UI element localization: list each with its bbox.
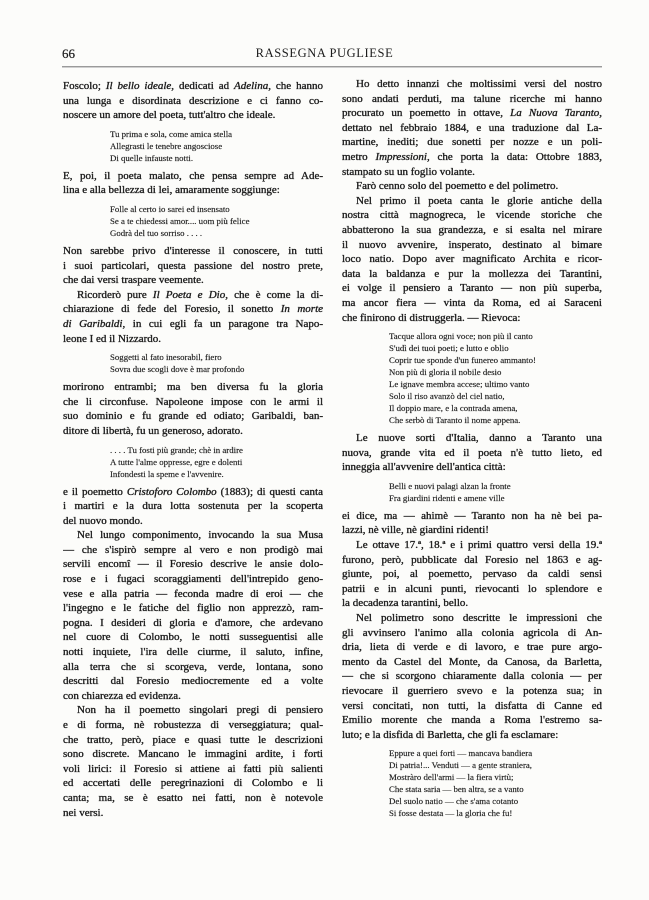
text-line: e di forma, nè robustezza di verseggiatura; qual- (63, 719, 323, 731)
paragraph (342, 77, 602, 179)
verse-line: Eppure a quei forti — mancava bandiera (389, 748, 533, 759)
text-line (63, 79, 323, 94)
paragraph (63, 244, 323, 288)
text-line: suo dominio e fu grande ed odiato; Garibaldi, ban- (63, 410, 323, 423)
verse-line: . . . . Tu fosti più grande; chè in ardire (110, 444, 243, 455)
paragraph (63, 528, 323, 703)
verse-line: Di patria!... Venduti — a gente straniera, (389, 760, 532, 771)
text-line: leone I ed il Nizzardo. (63, 332, 162, 345)
text-line: con chiarezza ed evidenza. (63, 689, 181, 702)
text-line: morirono entrambi; ma ben diversa fu la gloria (63, 381, 323, 394)
text-line (342, 106, 602, 121)
paragraph (342, 431, 602, 475)
text-line: dria, lieta di verde e di lavoro, e trae pure argo- (342, 641, 602, 654)
verse-line: Tacque allora ogni voce; non più il canto (389, 331, 533, 342)
verse-line: Si fosse destata — la gloria che fu! (389, 808, 513, 819)
text-line (63, 288, 323, 303)
text-segment: , (599, 107, 602, 120)
text-segment: , che è come la di- (225, 288, 323, 301)
text-line: descritti dal Foresio mediocremente ed a volte (63, 675, 323, 688)
text-line: loco natio. Dopo aver magnificato Archita e ricor- (342, 253, 602, 266)
text-line: — che si scorgono chiaramente dalla colonia — per (342, 670, 602, 683)
text-line: che li circonfuse. Napoleone impose con le armi il (63, 395, 323, 408)
left-column (63, 79, 323, 820)
text-line: lina e alla bellezza di lei, amaramente soggiunge: (63, 184, 280, 197)
text-line: E, poi, il poeta malato, che pensa sempre ad Ade- (63, 169, 323, 182)
text-line: i martiri e la dura lotta sostenuta per la scoperta (63, 500, 323, 513)
verse-line: Del suolo natio — che s'ama cotanto (389, 796, 519, 807)
verse-line: Di quelle infauste notti. (110, 152, 194, 163)
text-line: patrii e in alcuni punti, rievocanti lo splendore e (342, 582, 602, 595)
right-column (342, 77, 602, 824)
verse-quotation (389, 480, 602, 504)
text-segment: (1883); di questi canta (216, 485, 323, 498)
italic-title: La Nuova Taranto (510, 107, 600, 120)
text-line: lazzi, nè ville, nè giardini ridenti! (342, 524, 489, 537)
verse-line: Folle al certo io sarei ed insensato (110, 203, 230, 214)
text-line: che finirono di distruggerla. — Rievoca: (342, 311, 521, 324)
text-line: gli avvinsero l'animo alla colonia agricola di An- (342, 626, 602, 639)
text-line: Nel polimetro sono descritte le impressioni che (356, 612, 602, 625)
text-line: servili encomî — il Foresio descrive le ansie dolo- (63, 558, 323, 571)
running-title: RASSEGNA PUGLIESE (255, 46, 394, 60)
verse-line: S'udì dei tuoi poeti; e lutto e oblio (389, 343, 509, 354)
verse-line: Mostràro dell'armi — la fiera virtù; (389, 772, 514, 783)
page-number: 66 (62, 46, 75, 61)
verse-line: Se a te chiedessi amor.... uom più felice (110, 215, 250, 226)
text-line: martine, inediti; due sonetti per nozze e un poli- (342, 136, 602, 149)
text-line: luto; e la disfida di Barletta, che gli fa esclamare: (342, 728, 559, 741)
text-line: una lunga e disordinata descrizione e ci fanno co- (63, 94, 323, 107)
verse-line: Fra giardini ridenti e amene ville (389, 492, 505, 503)
verse-quotation (389, 747, 602, 819)
text-line (63, 485, 323, 500)
text-line: ditore di libertà, fu un generoso, adorato. (63, 424, 243, 437)
verse-line: Sovra due scogli dove è mar profondo (110, 364, 245, 375)
text-segment: Ricorderò pure (77, 288, 153, 301)
verse-quotation (110, 444, 323, 480)
text-line: rose e i fugaci scoraggiamenti dell'intrepido geno- (63, 573, 323, 586)
text-line: Nel lungo componimento, invocando la sua Musa (77, 529, 323, 542)
paragraph (63, 169, 323, 198)
text-line: nostra città magnogreca, le vicende storiche che (342, 209, 602, 222)
paragraph (63, 703, 323, 820)
verse-quotation (389, 330, 602, 426)
text-line: vese e alla patria — feconda madre di eroi — che (63, 587, 323, 600)
text-line: nuova, grande vita ed il poeta n'è tutto lieto, ed (342, 446, 602, 459)
verse-line: A tutte l'alme oppresse, egre e dolenti (110, 456, 243, 467)
text-line: che tratto, però, piace e quasi tutte le descrizioni (63, 733, 323, 746)
verse-line: Belli e nuovi palagi alzan la fronte (389, 480, 511, 491)
text-line: ma ancor fiera — vinta da Roma, ed ai Saraceni (342, 296, 602, 309)
text-line: Non sarebbe privo d'interesse il conoscere, in tutti (63, 244, 323, 257)
paragraph (63, 485, 323, 529)
verse-line: Le ignave membra accese; ultimo vanto (389, 379, 530, 390)
text-line: data la baldanza e pur la mollezza dei Tarantini, (342, 267, 602, 280)
text-line: l'ingegno e le fatiche del figlio non apprezzò, ram- (63, 602, 323, 615)
text-line: pogna. I desideri di gloria e d'amore, che ardevano (63, 616, 323, 629)
verse-line: Godrà del tuo sorriso . . . . (110, 227, 203, 238)
text-segment: , che hanno (268, 80, 323, 92)
paragraph (63, 288, 323, 346)
italic-title: Impressioni (375, 150, 427, 163)
verse-line: Che stata saria — ben altra, se a vanto (389, 784, 524, 795)
verse-quotation (110, 351, 323, 375)
text-line: canta; ma, se è esatto nei fatti, non è notevole (63, 791, 323, 804)
verse-quotation (110, 203, 323, 239)
text-line: notti inquiete, l'ira delle ciurme, il saluto, infine, (63, 646, 323, 659)
text-line: sono discrete. Mancano le immagini ardite, i forti (63, 748, 323, 761)
text-line (342, 150, 602, 165)
text-line (63, 317, 323, 332)
text-line (63, 302, 323, 317)
italic-title: Adelina (234, 80, 269, 92)
text-line: — che s'ispirò sempre al vero e non prodigò mai (63, 543, 323, 556)
header-rule (62, 66, 602, 68)
text-line: la decadenza tarantini, bello. (342, 597, 469, 610)
text-line: abbatterono la sua grandezza, e si esalta nel mirare (342, 223, 602, 236)
verse-line: Non più di gloria il nobile desio (389, 367, 502, 378)
text-line: sono andati perduti, ma talune ricerche mi hanno (342, 92, 602, 105)
text-line: noscere un amore del poeta, tutt'altro che ideale. (63, 109, 276, 122)
text-line: Nel primo il poeta canta le glorie antiche della (356, 194, 602, 207)
text-segment: Foscolo; (63, 80, 106, 92)
verse-line: Allegrasti le tenebre angosciose (110, 140, 223, 151)
paragraph (342, 538, 602, 611)
text-line: i suoi particolari, questa passione del nostro prete, (63, 259, 323, 272)
text-line: stampato su un foglio volante. (342, 165, 475, 178)
text-line: ei dice, ma — ahimè — Taranto non ha nè bei pa- (342, 509, 602, 522)
text-line: Emilio morente che manda a Roma l'estremo sa- (342, 714, 602, 727)
text-segment: chiarazione di fede del Foresio, il sonetto (63, 303, 281, 316)
text-line: che dai versi traspare veemente. (63, 274, 204, 287)
text-line: il nuovo avvenire, insperato, destinato al bimare (342, 238, 602, 251)
text-line: Le ottave 17.ª, 18.ª e i primi quattro versi della 19.ª (356, 539, 602, 552)
italic-title: Cristoforo Colombo (126, 485, 217, 498)
text-line: ed accertati delle peregrinazioni di Colombo e li (63, 777, 323, 790)
paragraph (63, 380, 323, 438)
text-segment: metro (342, 150, 376, 163)
paragraph (342, 194, 602, 325)
text-line: nei versi. (63, 806, 104, 819)
verse-line: Che serbò di Taranto il nome appena. (389, 415, 521, 426)
paragraph (342, 611, 602, 742)
italic-title: di Garibaldi (63, 317, 123, 330)
verse-line: Tu prima e sola, come amica stella (110, 128, 233, 139)
text-line: nel cuore di Colombo, le notti susseguentisi alle (63, 631, 323, 644)
text-line: inneggia all'avvenire dell'antica città: (342, 461, 506, 474)
italic-title: Il Poeta e Dio (152, 288, 226, 301)
paragraph (63, 79, 323, 123)
text-line: Non ha il poemetto singolari pregi di pensiero (77, 704, 323, 717)
text-segment: procurato un poemetto in ottave, (342, 107, 511, 120)
text-segment: e il poemetto (63, 485, 127, 498)
text-line: furono, però, pubblicate dal Foresio nel 1863 e ag- (342, 553, 602, 566)
text-line: alla terra che si scorgeva, verde, lontana, sono (63, 660, 323, 673)
text-line: giunte, poi, al poemetto, pervaso da caldi sensi (342, 568, 602, 581)
text-line: versi concitati, non tutti, la disfatta di Canne ed (342, 699, 602, 712)
verse-line: Coprir tue sponde d'un funereo ammanto! (389, 355, 536, 366)
italic-title: In morte (280, 303, 323, 316)
paragraph (342, 179, 602, 194)
text-segment: , in cui egli fa un paragone tra Napo- (122, 317, 323, 330)
verse-line: Solo il riso avanzò del ciel natio, (389, 391, 505, 402)
text-line: mento da Castel del Monte, da Canosa, da Barletta, (342, 655, 602, 668)
text-line: Farò cenno solo del poemetto e del polimetro. (356, 180, 559, 193)
text-segment: , che porta la data: Ottobre 1883, (427, 150, 602, 163)
italic-title: Il bello ideale (105, 80, 172, 92)
text-line: Le nuove sorti d'Italia, danno a Taranto una (356, 432, 602, 445)
verse-line: Soggetti al fato inesorabil, fiero (110, 352, 222, 363)
verse-line: Infondesti la speme e l'avvenire. (110, 468, 224, 479)
verse-line: Il doppio mare, e la contrada amena, (389, 403, 518, 414)
text-line: rievocare il guerriero svevo e la potenza sua; in (342, 685, 602, 697)
text-line: ei volge il pensiero a Taranto — non più superba, (342, 282, 602, 295)
text-line: voli lirici: il Foresio si attiene ai fatti più salienti (63, 762, 323, 775)
text-line: dettato nel febbraio 1884, e una traduzione dal La- (342, 121, 602, 134)
text-line: del nuovo mondo. (63, 514, 143, 527)
paragraph (342, 509, 602, 538)
verse-quotation (110, 128, 323, 164)
text-line: Ho detto innanzi che moltissimi versi del nostro (356, 78, 602, 90)
text-segment: , dedicati ad (171, 80, 235, 92)
